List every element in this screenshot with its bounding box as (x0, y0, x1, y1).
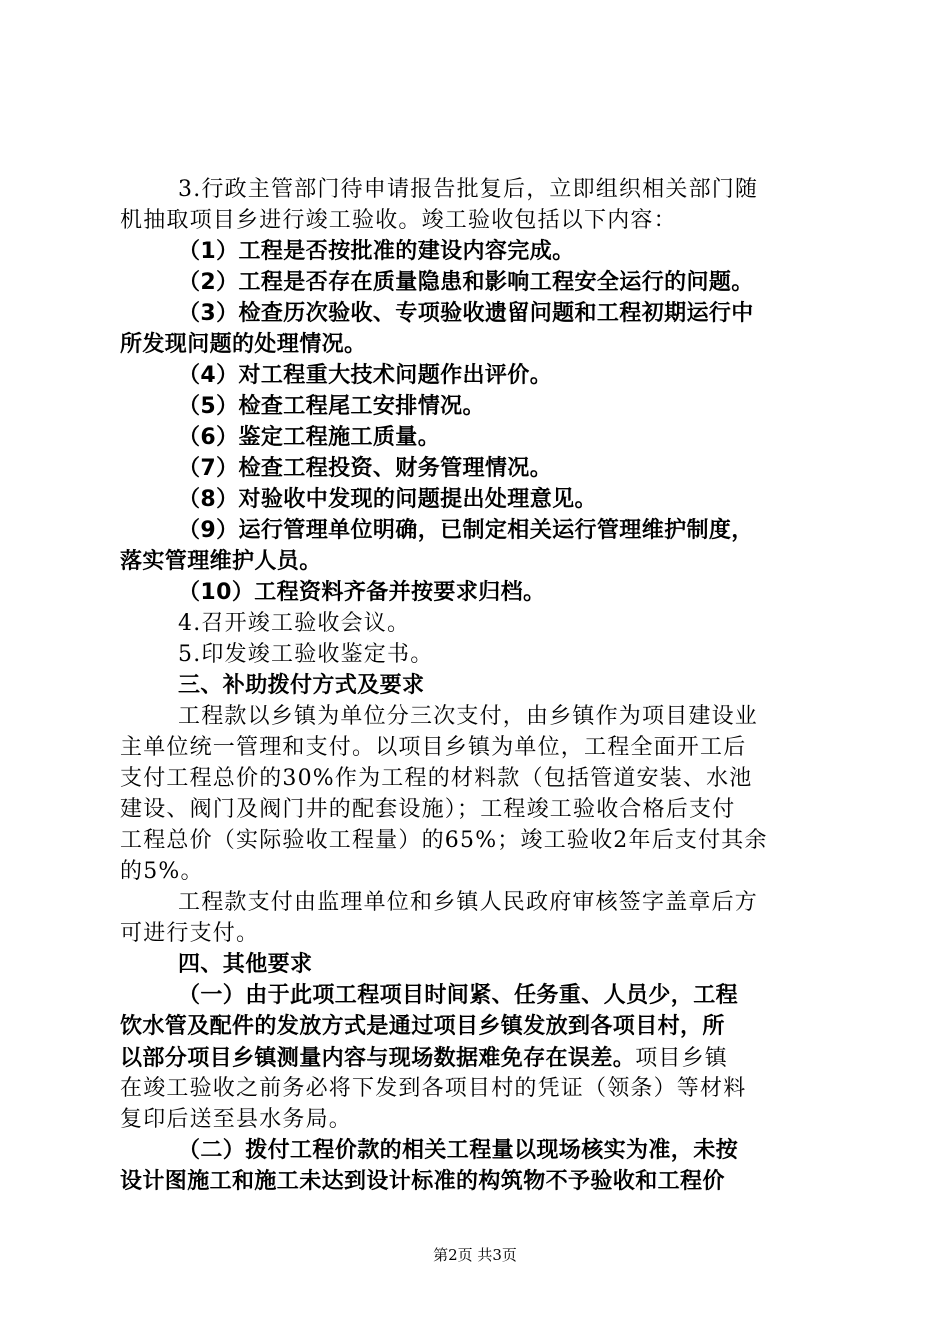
text-line: 落实管理维护人员。 (120, 549, 322, 574)
text-line: 工程款支付由监理单位和乡镇人民政府审核签字盖章后方 (178, 890, 759, 915)
text-line: 饮水管及配件的发放方式是通过项目乡镇发放到各项目村，所 (120, 1014, 725, 1039)
text-line: （8）对验收中发现的问题提出处理意见。 (178, 487, 597, 512)
text-line: 机抽取项目乡进行竣工验收。竣工验收包括以下内容： (120, 208, 677, 233)
text-line: 设计图施工和施工未达到设计标准的构筑物不予验收和工程价 (120, 1169, 725, 1194)
text-line: 的5%。 (120, 859, 204, 884)
text-line: （3）检查历次验收、专项验收遗留问题和工程初期运行中 (178, 301, 754, 326)
text-line: （9）运行管理单位明确，已制定相关运行管理维护制度， (178, 518, 754, 543)
document-body (120, 174, 832, 1197)
text-run-bold: 以部分项目乡镇测量内容与现场数据难免存在误差。 (120, 1046, 636, 1071)
text-line: 建设、阀门及阀门井的配套设施）；工程竣工验收合格后支付 (120, 797, 736, 822)
text-line: 支付工程总价的30%作为工程的材料款（包括管道安装、水池 (120, 766, 753, 791)
text-line: 工程总价（实际验收工程量）的65%；竣工验收2年后支付其余 (120, 828, 768, 853)
text-line: （10）工程资料齐备并按要求归档。 (178, 580, 546, 605)
text-line: （6）鉴定工程施工质量。 (178, 425, 441, 450)
text-line: 四、其他要求 (178, 952, 313, 977)
text-line: （5）检查工程尾工安排情况。 (178, 394, 485, 419)
text-line: （7）检查工程投资、财务管理情况。 (178, 456, 553, 481)
text-line: 可进行支付。 (120, 921, 260, 946)
text-line (120, 1042, 832, 1073)
text-line: 4.召开竣工验收会议。 (178, 611, 411, 636)
text-run-regular: 项目乡镇 (635, 1046, 729, 1071)
text-line: （4）对工程重大技术问题作出评价。 (178, 363, 553, 388)
text-line: 工程款以乡镇为单位分三次支付，由乡镇作为项目建设业 (178, 704, 759, 729)
text-line: 复印后送至县水务局。 (120, 1107, 353, 1132)
text-line: 5.印发竣工验收鉴定书。 (178, 642, 434, 667)
text-line: 主单位统一管理和支付。以项目乡镇为单位，工程全面开工后 (120, 735, 747, 760)
page-footer: 第2页 共3页 (433, 1246, 517, 1264)
text-line: 三、补助拨付方式及要求 (178, 673, 425, 698)
text-line: 在竣工验收之前务必将下发到各项目村的凭证（领条）等材料 (120, 1076, 747, 1101)
text-line: （2）工程是否存在质量隐患和影响工程安全运行的问题。 (178, 270, 754, 295)
text-line: 所发现问题的处理情况。 (120, 332, 367, 357)
text-line: （一）由于此项工程项目时间紧、任务重、人员少，工程 (178, 983, 739, 1008)
text-line: （二）拨付工程价款的相关工程量以现场核实为准，未按 (178, 1138, 739, 1163)
text-line: （1）工程是否按批准的建设内容完成。 (178, 239, 575, 264)
text-line: 3.行政主管部门待申请报告批复后，立即组织相关部门随 (178, 177, 759, 202)
